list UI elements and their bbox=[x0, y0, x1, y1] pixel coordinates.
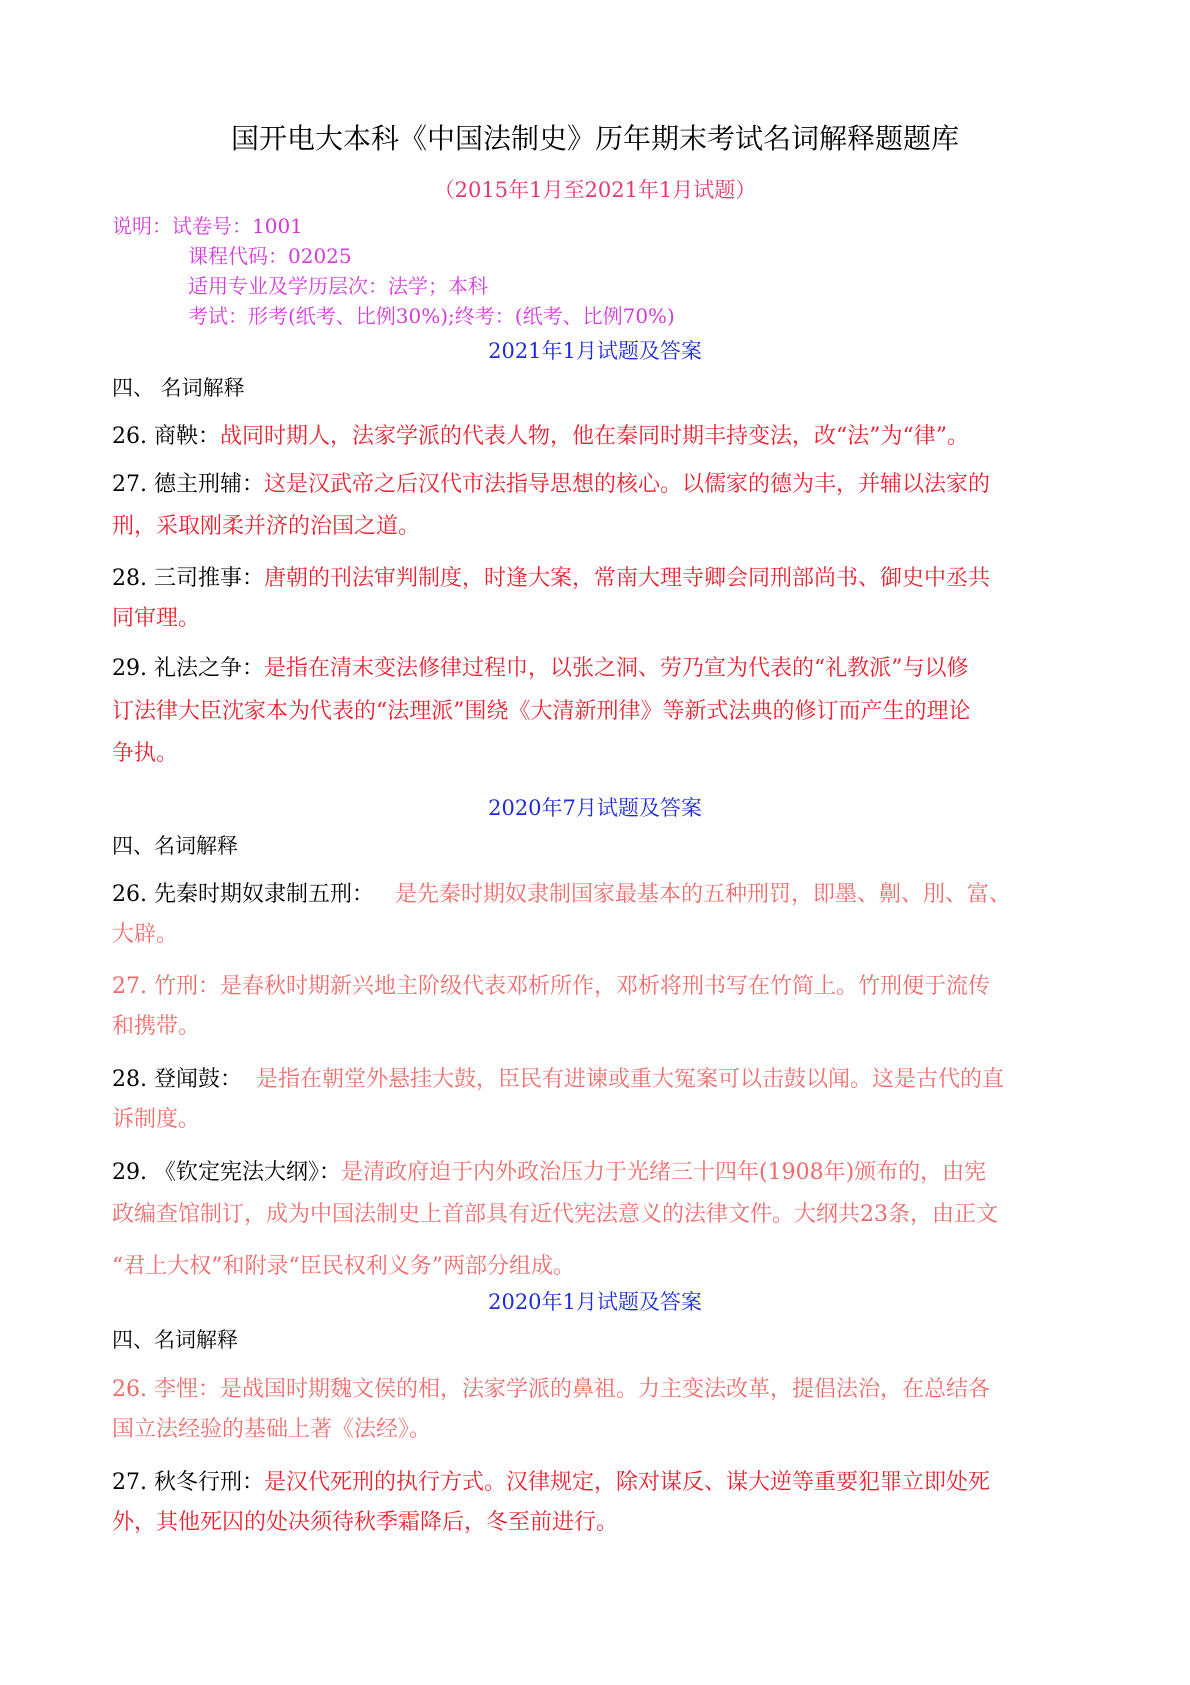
note-exam-form: 考试：形考(纸考、比例30%);终考：(纸考、比例70%) bbox=[188, 304, 675, 328]
question-28 bbox=[112, 561, 990, 592]
question-29 bbox=[112, 1155, 986, 1186]
note-course-code: 课程代码：02025 bbox=[188, 244, 352, 268]
answer-text-continued: 诉制度。 bbox=[112, 1107, 201, 1132]
section-heading-2020-01: 2020年1月试题及答案 bbox=[488, 1290, 702, 1314]
question-term: 秋冬行刑： bbox=[154, 1470, 265, 1495]
question-term: 登闻鼓： bbox=[154, 1067, 243, 1092]
question-27 bbox=[112, 1465, 990, 1496]
question-27 bbox=[112, 467, 990, 498]
question-number: 26. bbox=[112, 882, 147, 907]
question-number: 29. bbox=[112, 1160, 147, 1185]
answer-text-continued: 订法律大臣沈家本为代表的“法理派”围绕《大清新刑律》等新式法典的修订而产生的理论 bbox=[112, 699, 971, 724]
part-heading: 四、名词解释 bbox=[112, 1328, 238, 1352]
answer-text: 是清政府迫于内外政治压力于光绪三十四年(1908年)颁布的，由宪 bbox=[341, 1160, 987, 1185]
answer-text-continued: 和携带。 bbox=[112, 1014, 201, 1039]
question-number: 28. bbox=[112, 566, 147, 591]
page-title: 国开电大本科《中国法制史》历年期末考试名词解释题题库 bbox=[230, 122, 959, 155]
page-subtitle: （2015年1月至2021年1月试题） bbox=[433, 178, 757, 202]
answer-text: 是汉代死刑的执行方式。汉律规定，除对谋反、谋大逆等重要犯罪立即处死 bbox=[264, 1470, 991, 1495]
answer-text: 唐朝的刊法审判制度，时逢大案，常南大理寺卿会同刑部尚书、御史中丞共 bbox=[264, 566, 991, 591]
answer-text-continued: 大辟。 bbox=[112, 922, 179, 947]
question-term: 商鞅： bbox=[154, 424, 221, 449]
section-heading-2020-07: 2020年7月试题及答案 bbox=[488, 796, 702, 820]
answer-text-continued: “君上大权”和附录“臣民权利义务”两部分组成。 bbox=[112, 1254, 575, 1279]
note-major-level: 适用专业及学历层次：法学；本科 bbox=[188, 274, 488, 298]
question-number: 27. bbox=[112, 1470, 147, 1495]
question-number: 27. bbox=[112, 472, 147, 497]
answer-text-continued: 刑，采取刚柔并济的治国之道。 bbox=[112, 514, 421, 539]
question-29 bbox=[112, 651, 969, 682]
question-term: 《钦定宪法大纲》： bbox=[154, 1160, 342, 1185]
answer-text: 这是汉武帝之后汉代市法指导思想的核心。以儒家的德为丰，并辅以法家的 bbox=[264, 472, 991, 497]
question-26 bbox=[112, 877, 1011, 908]
answer-text-continued: 争执。 bbox=[112, 741, 179, 766]
question-27: 27. 竹刑：是春秋时期新兴地主阶级代表邓析所作，邓析将刑书写在竹简上。竹刑便于流传 bbox=[112, 974, 990, 999]
question-number: 26. bbox=[112, 424, 147, 449]
question-term: 先秦时期奴隶制五刑： bbox=[154, 882, 375, 907]
question-term: 三司推事： bbox=[154, 566, 265, 591]
answer-text: 是指在朝堂外悬挂大鼓，臣民有进谏或重大冤案可以击鼓以闻。这是古代的直 bbox=[256, 1067, 1005, 1092]
note-paper-number: 说明：试卷号：1001 bbox=[112, 214, 303, 238]
answer-text-continued: 国立法经验的基础上著《法经》。 bbox=[112, 1417, 432, 1442]
answer-text: 是先秦时期奴隶制国家最基本的五种刑罚，即墨、劓、刖、富、 bbox=[395, 882, 1012, 907]
question-number: 28. bbox=[112, 1067, 147, 1092]
part-heading: 四、名词解释 bbox=[112, 834, 238, 858]
question-26 bbox=[112, 419, 969, 450]
question-28 bbox=[112, 1062, 1004, 1093]
question-term: 德主刑辅： bbox=[154, 472, 265, 497]
answer-text: 是指在清末变法修律过程巾，以张之洞、劳乃宣为代表的“礼教派”与以修 bbox=[264, 656, 969, 681]
section-heading-2021-01: 2021年1月试题及答案 bbox=[488, 339, 702, 363]
part-heading: 四、 名词解释 bbox=[112, 376, 245, 400]
answer-text-continued: 政编查馆制订，成为中国法制史上首部具有近代宪法意义的法律文件。大纲共23条，由正文 bbox=[112, 1202, 998, 1227]
question-number: 29. bbox=[112, 656, 147, 681]
answer-text-continued: 外，其他死囚的处决须待秋季霜降后，冬至前进行。 bbox=[112, 1510, 619, 1535]
answer-text-continued: 同审理。 bbox=[112, 606, 201, 631]
question-term: 礼法之争： bbox=[154, 656, 265, 681]
answer-text: 战同时期人，法家学派的代表人物，他在秦同时期丰持变法，改“法”为“律”。 bbox=[220, 424, 970, 449]
question-26: 26. 李悝：是战国时期魏文侯的相，法家学派的鼻祖。力主变法改革，提倡法治，在总结各 bbox=[112, 1377, 990, 1402]
